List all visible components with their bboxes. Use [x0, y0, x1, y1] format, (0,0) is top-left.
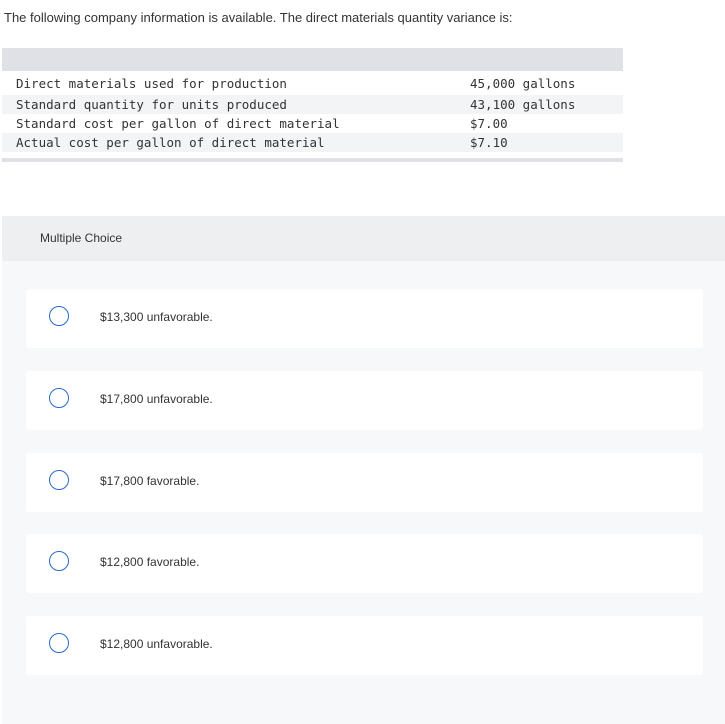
row-label: Actual cost per gallon of direct material	[16, 135, 325, 150]
table-header-bar	[2, 48, 623, 71]
answer-option-5[interactable]	[26, 616, 703, 675]
table-row	[2, 95, 623, 114]
answer-option-2[interactable]	[26, 371, 703, 430]
radio-unselected-icon[interactable]	[49, 306, 69, 326]
row-label: Direct materials used for production	[16, 76, 287, 91]
multiple-choice-title: Multiple Choice	[40, 231, 123, 245]
radio-unselected-icon[interactable]	[49, 470, 69, 490]
answer-option-label: $12,800 unfavorable.	[100, 637, 213, 651]
answer-option-label: $17,800 unfavorable.	[100, 392, 213, 406]
answer-option-label: $12,800 favorable.	[100, 555, 200, 569]
radio-unselected-icon[interactable]	[49, 551, 69, 571]
table-row	[2, 114, 623, 133]
row-value: $7.00	[470, 116, 508, 131]
multiple-choice-panel	[2, 216, 725, 724]
multiple-choice-header	[2, 216, 725, 261]
table-footer-bar	[2, 158, 623, 162]
answer-option-3[interactable]	[26, 453, 703, 512]
answer-option-label: $17,800 favorable.	[100, 474, 200, 488]
table-row	[2, 133, 623, 152]
row-value: $7.10	[470, 135, 508, 150]
answer-option-1[interactable]	[26, 289, 703, 348]
table-row	[2, 74, 623, 93]
answer-option-4[interactable]	[26, 534, 703, 593]
radio-unselected-icon[interactable]	[49, 633, 69, 653]
row-label: Standard quantity for units produced	[16, 97, 287, 112]
question-text: The following company information is available. The direct materials quantity variance is:	[4, 10, 513, 25]
row-label: Standard cost per gallon of direct material	[16, 116, 340, 131]
answer-option-label: $13,300 unfavorable.	[100, 310, 213, 324]
radio-unselected-icon[interactable]	[49, 388, 69, 408]
row-value: 45,000 gallons	[470, 76, 576, 91]
row-value: 43,100 gallons	[470, 97, 576, 112]
